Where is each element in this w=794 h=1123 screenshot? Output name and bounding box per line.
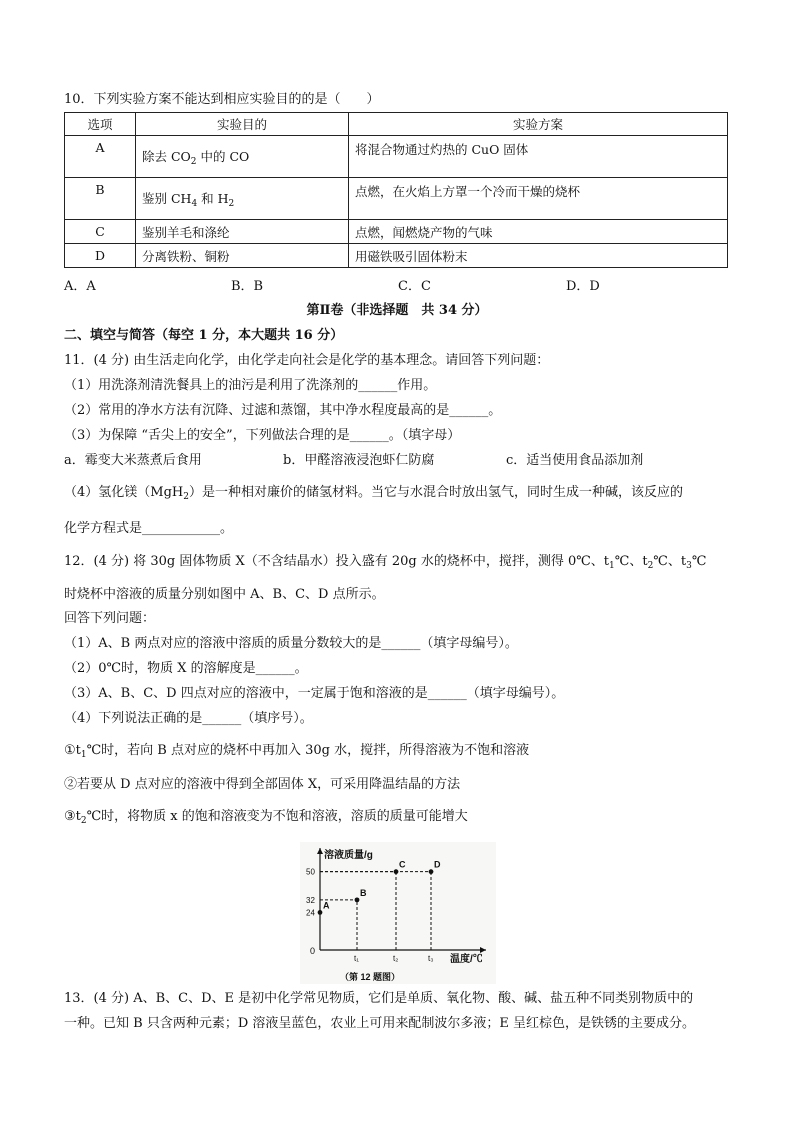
- data-point-d: [429, 869, 434, 874]
- q12-part-4: （4）下列说法正确的是______（填序号）。: [64, 711, 313, 726]
- text: 12．(4 分) 将 30g 固体物质 X（不含结晶水）投入盛有 20g 水的烧杯中，搅拌，测得 0℃、t: [64, 554, 610, 569]
- x-tick-label: t₁: [354, 954, 359, 963]
- table-row: [65, 136, 728, 178]
- section-heading: 二、填空与简答（每空 1 分，本大题共 16 分）: [64, 328, 344, 343]
- q12-stem: [64, 553, 706, 575]
- point-label: C: [399, 859, 406, 870]
- q11-part-4: [64, 484, 683, 506]
- point-label: B: [360, 887, 367, 898]
- point-label: D: [434, 859, 441, 870]
- choice-a: A．A: [64, 279, 96, 294]
- aim-text: 鉴别 CH: [142, 190, 192, 206]
- aim-text: 中的 CO: [196, 148, 250, 164]
- subscript: 2: [228, 198, 235, 209]
- q12-statement-2: ②若要从 D 点对应的溶液中得到全部固体 X，可采用降温结晶的方法: [64, 777, 461, 792]
- subscript: 2: [647, 561, 654, 571]
- aim-cell: [136, 136, 349, 178]
- aim-cell: 鉴别羊毛和涤纶: [136, 220, 349, 244]
- q11-option-b: b．甲醛溶液浸泡虾仁防腐: [283, 453, 435, 468]
- q10-table: [64, 112, 728, 268]
- choice-d: D．D: [566, 279, 600, 294]
- subscript: 1: [80, 750, 87, 760]
- q12-part-2: （2）0℃时，物质 X 的溶解度是______。: [64, 661, 308, 676]
- text: ℃、t: [653, 554, 687, 569]
- text: ③t: [64, 809, 81, 824]
- table-header-row: [65, 113, 728, 136]
- y-tick-label: 50: [306, 867, 315, 877]
- q11-option-c: c．适当使用食品添加剂: [506, 453, 644, 468]
- volume-title: 第Ⅱ卷（非选择题 共 34 分）: [306, 303, 488, 318]
- data-point-a: [318, 910, 323, 915]
- option-cell: C: [65, 220, 136, 244]
- q11-part-3: （3）为保障 “舌尖上的安全”，下列做法合理的是______。（填字母）: [64, 428, 461, 443]
- q13-line-2: 一种。已知 B 只含两种元素；D 溶液呈蓝色，农业上可用来配制波尔多液；E 呈红棕色，是铁锈的主要成分。: [64, 1016, 695, 1031]
- aim-text: 和 H: [197, 190, 229, 206]
- aim-text: 除去 CO: [142, 148, 191, 164]
- column-header-aim: 实验目的: [136, 113, 349, 136]
- aim-cell: 分离铁粉、铜粉: [136, 244, 349, 268]
- y-axis-label: 溶液质量/g: [324, 850, 373, 861]
- column-header-option: 选项: [65, 113, 136, 136]
- choice-c: C．C: [398, 279, 431, 294]
- q11-part-4-line2: 化学方程式是____________。: [64, 521, 234, 536]
- q12-statement-3: [64, 808, 468, 830]
- text: （4）氢化镁（MgH: [64, 485, 184, 500]
- text: ℃: [691, 554, 707, 569]
- data-point-b: [355, 897, 360, 902]
- q11-option-a: a．霉变大米蒸煮后食用: [64, 453, 202, 468]
- subscript: 2: [183, 492, 189, 502]
- table-row: [65, 178, 728, 220]
- q12-stem-line2: 时烧杯中溶液的质量分别如图中 A、B、C、D 点所示。: [64, 587, 385, 602]
- table-row: [65, 244, 728, 268]
- subscript: 4: [191, 198, 198, 209]
- plan-cell: 点燃，闻燃烧产物的气味: [349, 220, 728, 244]
- choice-b: B．B: [231, 279, 264, 294]
- y-tick-label: 32: [306, 895, 315, 905]
- option-cell: A: [65, 136, 136, 178]
- x-axis-label: 温度/℃: [450, 954, 483, 965]
- q12-statement-1: [64, 742, 529, 764]
- origin-label: 0: [310, 946, 316, 956]
- column-header-plan: 实验方案: [349, 113, 728, 136]
- q11-part-1: （1）用洗涤剂清洗餐具上的油污是利用了洗涤剂的______作用。: [64, 378, 437, 393]
- q13-line-1: 13．(4 分) A、B、C、D、E 是初中化学常见物质，它们是单质、氧化物、酸、碱、盐五种不同类别物质中的: [64, 991, 694, 1006]
- q11-part-2: （2）常用的净水方法有沉降、过滤和蒸馏，其中净水程度最高的是______。: [64, 403, 502, 418]
- text: ℃、t: [614, 554, 648, 569]
- point-label: A: [323, 900, 330, 911]
- text: ℃时，若向 B 点对应的烧杯中再加入 30g 水，搅拌，所得溶液为不饱和溶液: [86, 743, 530, 758]
- text: ①t: [64, 743, 81, 758]
- subscript: 1: [609, 561, 615, 571]
- text: ℃时，将物质 x 的饱和溶液变为不饱和溶液，溶质的质量可能增大: [86, 809, 468, 824]
- table-row: [65, 220, 728, 244]
- option-cell: B: [65, 178, 136, 220]
- q10-stem: 10．下列实验方案不能达到相应实验目的的是（ ）: [64, 92, 380, 107]
- plan-cell: 用磁铁吸引固体粉末: [349, 244, 728, 268]
- x-tick-label: t₃: [428, 954, 434, 963]
- plan-cell: 点燃，在火焰上方罩一个冷而干燥的烧杯: [349, 178, 728, 220]
- q12-part-3: （3）A、B、C、D 四点对应的溶液中，一定属于饱和溶液的是______（填字母编号）。: [64, 686, 565, 701]
- text: ）是一种相对廉价的储氢材料。当它与水混合时放出氢气，同时生成一种碱，该反应的: [188, 485, 683, 500]
- q12-part-1: （1）A、B 两点对应的溶液中溶质的质量分数较大的是______（填字母编号）。: [64, 636, 518, 651]
- subscript: 2: [80, 816, 87, 826]
- x-tick-label: t₂: [393, 954, 399, 963]
- y-tick-label: 24: [306, 908, 315, 918]
- chart-caption: （第 12 题图）: [340, 972, 401, 982]
- subscript: 2: [190, 156, 197, 167]
- plan-cell: 将混合物通过灼热的 CuO 固体: [349, 136, 728, 178]
- option-cell: D: [65, 244, 136, 268]
- subscript: 3: [686, 561, 692, 571]
- q12-chart: [300, 842, 496, 984]
- aim-cell: [136, 178, 349, 220]
- q11-stem: 11．(4 分) 由生活走向化学，由化学走向社会是化学的基本理念。请回答下列问题：: [64, 353, 550, 368]
- q12-answer-lead: 回答下列问题：: [64, 611, 156, 626]
